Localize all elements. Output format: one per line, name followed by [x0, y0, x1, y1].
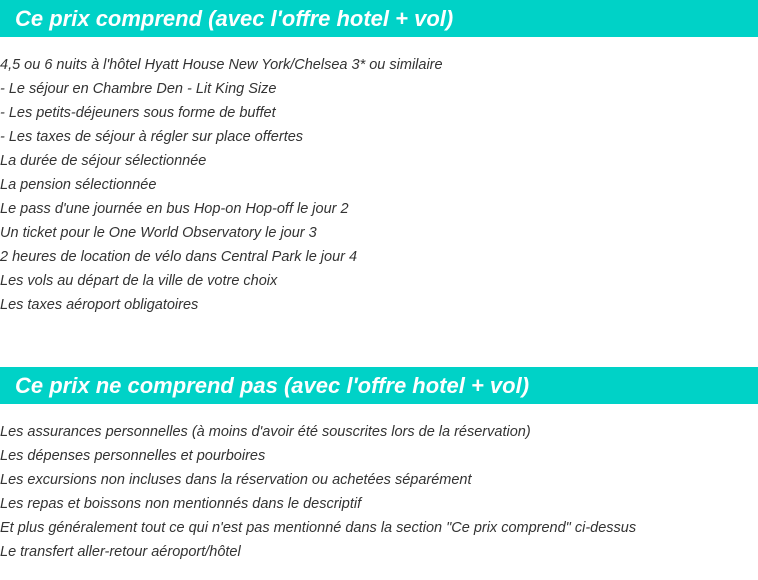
included-section-title: Ce prix comprend (avec l'offre hotel + vol)	[15, 6, 454, 31]
included-item: 2 heures de location de vélo dans Central Park le jour 4	[0, 249, 358, 265]
included-item: Les taxes aéroport obligatoires	[0, 297, 199, 313]
included-item: Un ticket pour le One World Observatory le jour 3	[0, 225, 317, 241]
included-item: Le pass d'une journée en bus Hop-on Hop-off le jour 2	[0, 201, 349, 217]
excluded-item: Les dépenses personnelles et pourboires	[0, 448, 266, 464]
included-item: Les vols au départ de la ville de votre choix	[0, 273, 278, 289]
excluded-items-list	[0, 420, 636, 564]
included-section-header	[0, 0, 758, 37]
included-items-list	[0, 53, 443, 317]
excluded-section-header	[0, 367, 758, 404]
excluded-section-title: Ce prix ne comprend pas (avec l'offre hotel + vol)	[15, 373, 530, 398]
included-item: La durée de séjour sélectionnée	[0, 153, 207, 169]
included-item: La pension sélectionnée	[0, 177, 157, 193]
excluded-item: Le transfert aller-retour aéroport/hôtel	[0, 544, 241, 560]
excluded-item: Les excursions non incluses dans la réservation ou achetées séparément	[0, 472, 472, 488]
excluded-item: Les assurances personnelles (à moins d'avoir été souscrites lors de la réservation)	[0, 424, 531, 440]
included-item: - Les petits-déjeuners sous forme de buffet	[0, 105, 276, 121]
included-item: 4,5 ou 6 nuits à l'hôtel Hyatt House New York/Chelsea 3* ou similaire	[0, 57, 443, 73]
excluded-item: Et plus généralement tout ce qui n'est pas mentionné dans la section "Ce prix comprend" ci-dessus	[0, 520, 637, 536]
excluded-item: Les repas et boissons non mentionnés dans le descriptif	[0, 496, 362, 512]
included-item: - Le séjour en Chambre Den - Lit King Size	[0, 81, 277, 97]
included-item: - Les taxes de séjour à régler sur place offertes	[0, 129, 304, 145]
